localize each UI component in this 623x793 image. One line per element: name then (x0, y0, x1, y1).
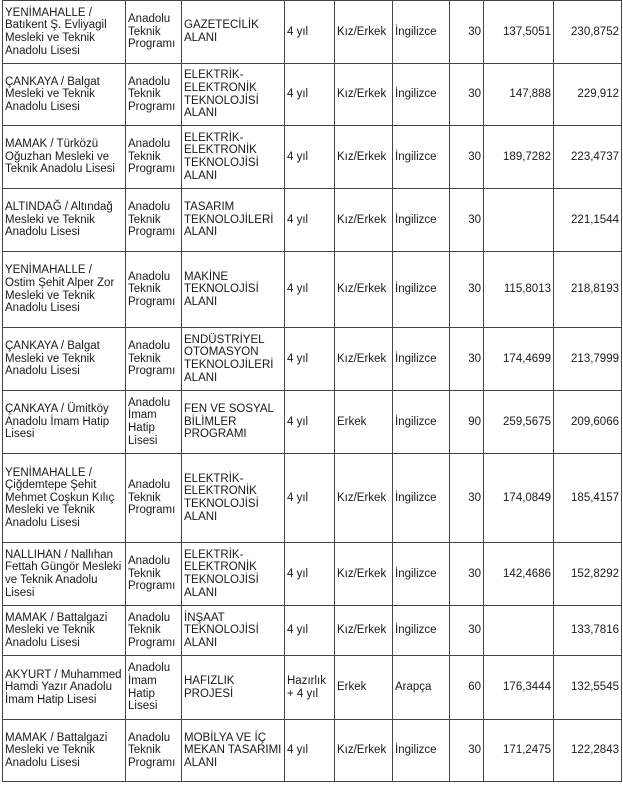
quota-cell: 30 (450, 189, 484, 252)
language-cell: İngilizce (393, 606, 450, 656)
table-row (3, 64, 622, 126)
table-row (3, 454, 622, 543)
school-scores-table (2, 0, 622, 782)
quota-cell: 30 (450, 454, 484, 543)
program-field-cell: ENDÜSTRİYEL OTOMASYON TEKNOLOJİLERİ ALANI (182, 328, 285, 391)
quota-cell: 30 (450, 64, 484, 126)
language-cell: Arapça (393, 656, 450, 720)
gender-cell: Kız/Erkek (335, 64, 393, 126)
score-min-cell (484, 189, 554, 252)
score-max-cell: 229,912 (554, 64, 622, 126)
program-field-cell: FEN VE SOSYAL BİLİMLER PROGRAMI (182, 391, 285, 454)
score-max-cell: 209,6066 (554, 391, 622, 454)
score-max-cell: 230,8752 (554, 1, 622, 64)
program-field-cell: ELEKTRİK-ELEKTRONİK TEKNOLOJİSİ ALANI (182, 543, 285, 606)
program-field-cell: ELEKTRİK-ELEKTRONİK TEKNOLOJİSİ ALANI (182, 126, 285, 189)
school-type-cell: Anadolu İmam Hatip Lisesi (126, 391, 182, 454)
gender-cell: Kız/Erkek (335, 126, 393, 189)
gender-cell: Kız/Erkek (335, 606, 393, 656)
table-row (3, 1, 622, 64)
program-field-cell: TASARIM TEKNOLOJİLERİ ALANI (182, 189, 285, 252)
score-max-cell: 133,7816 (554, 606, 622, 656)
score-min-cell: 137,5051 (484, 1, 554, 64)
score-min-cell: 115,8013 (484, 252, 554, 328)
language-cell: İngilizce (393, 126, 450, 189)
school-type-cell: Anadolu Teknik Programı (126, 189, 182, 252)
score-min-cell: 189,7282 (484, 126, 554, 189)
quota-cell: 90 (450, 391, 484, 454)
table-row (3, 720, 622, 782)
score-min-cell: 171,2475 (484, 720, 554, 782)
score-min-cell: 174,4699 (484, 328, 554, 391)
quota-cell: 30 (450, 1, 484, 64)
duration-cell: 4 yıl (285, 328, 335, 391)
gender-cell: Kız/Erkek (335, 720, 393, 782)
school-name-cell: ÇANKAYA / Balgat Mesleki ve Teknik Anadolu Lisesi (3, 64, 126, 126)
duration-cell: 4 yıl (285, 454, 335, 543)
language-cell: İngilizce (393, 189, 450, 252)
school-type-cell: Anadolu Teknik Programı (126, 328, 182, 391)
gender-cell: Kız/Erkek (335, 189, 393, 252)
score-max-cell: 223,4737 (554, 126, 622, 189)
school-name-cell: MAMAK / Türközü Oğuzhan Mesleki ve Teknik Anadolu Lisesi (3, 126, 126, 189)
language-cell: İngilizce (393, 720, 450, 782)
school-name-cell: ÇANKAYA / Balgat Mesleki ve Teknik Anadolu Lisesi (3, 328, 126, 391)
score-max-cell: 185,4157 (554, 454, 622, 543)
duration-cell: 4 yıl (285, 720, 335, 782)
program-field-cell: İNŞAAT TEKNOLOJİSİ ALANI (182, 606, 285, 656)
table-row (3, 252, 622, 328)
school-type-cell: Anadolu Teknik Programı (126, 252, 182, 328)
school-type-cell: Anadolu Teknik Programı (126, 543, 182, 606)
score-min-cell (484, 606, 554, 656)
table-row (3, 126, 622, 189)
score-max-cell: 132,5545 (554, 656, 622, 720)
quota-cell: 30 (450, 252, 484, 328)
table-row (3, 391, 622, 454)
score-max-cell: 213,7999 (554, 328, 622, 391)
school-type-cell: Anadolu Teknik Programı (126, 1, 182, 64)
gender-cell: Erkek (335, 656, 393, 720)
duration-cell: 4 yıl (285, 1, 335, 64)
table-row (3, 606, 622, 656)
program-field-cell: ELEKTRİK-ELEKTRONİK TEKNOLOJİSİ ALANI (182, 454, 285, 543)
school-name-cell: NALLIHAN / Nallıhan Fettah Güngör Mesleki ve Teknik Anadolu Lisesi (3, 543, 126, 606)
duration-cell: Hazırlık + 4 yıl (285, 656, 335, 720)
gender-cell: Kız/Erkek (335, 1, 393, 64)
duration-cell: 4 yıl (285, 252, 335, 328)
school-name-cell: YENİMAHALLE / Ostim Şehit Alper Zor Mesleki ve Teknik Anadolu Lisesi (3, 252, 126, 328)
score-max-cell: 152,8292 (554, 543, 622, 606)
school-type-cell: Anadolu Teknik Programı (126, 606, 182, 656)
quota-cell: 60 (450, 656, 484, 720)
program-field-cell: HAFIZLIK PROJESİ (182, 656, 285, 720)
gender-cell: Erkek (335, 391, 393, 454)
program-field-cell: MAKİNE TEKNOLOJİSİ ALANI (182, 252, 285, 328)
duration-cell: 4 yıl (285, 606, 335, 656)
gender-cell: Kız/Erkek (335, 543, 393, 606)
program-field-cell: ELEKTRİK-ELEKTRONİK TEKNOLOJİSİ ALANI (182, 64, 285, 126)
program-field-cell: GAZETECİLİK ALANI (182, 1, 285, 64)
gender-cell: Kız/Erkek (335, 252, 393, 328)
table-body (3, 1, 622, 782)
language-cell: İngilizce (393, 391, 450, 454)
score-min-cell: 142,4686 (484, 543, 554, 606)
table-row (3, 328, 622, 391)
language-cell: İngilizce (393, 1, 450, 64)
school-name-cell: AKYURT / Muhammed Hamdi Yazır Anadolu İmam Hatip Lisesi (3, 656, 126, 720)
language-cell: İngilizce (393, 64, 450, 126)
language-cell: İngilizce (393, 328, 450, 391)
score-min-cell: 147,888 (484, 64, 554, 126)
duration-cell: 4 yıl (285, 543, 335, 606)
score-max-cell: 218,8193 (554, 252, 622, 328)
language-cell: İngilizce (393, 454, 450, 543)
gender-cell: Kız/Erkek (335, 328, 393, 391)
school-name-cell: MAMAK / Battalgazi Mesleki ve Teknik Anadolu Lisesi (3, 720, 126, 782)
school-type-cell: Anadolu Teknik Programı (126, 720, 182, 782)
school-name-cell: ALTINDAĞ / Altındağ Mesleki ve Teknik Anadolu Lisesi (3, 189, 126, 252)
score-min-cell: 174,0849 (484, 454, 554, 543)
school-type-cell: Anadolu Teknik Programı (126, 454, 182, 543)
duration-cell: 4 yıl (285, 126, 335, 189)
table-row (3, 189, 622, 252)
table-row (3, 543, 622, 606)
school-name-cell: YENİMAHALLE / Batıkent Ş. Evliyagil Mesleki ve Teknik Anadolu Lisesi (3, 1, 126, 64)
school-type-cell: Anadolu Teknik Programı (126, 64, 182, 126)
duration-cell: 4 yıl (285, 391, 335, 454)
school-name-cell: ÇANKAYA / Ümitköy Anadolu İmam Hatip Lisesi (3, 391, 126, 454)
school-name-cell: YENİMAHALLE / Çiğdemtepe Şehit Mehmet Coşkun Kılıç Mesleki ve Teknik Anadolu Lisesi (3, 454, 126, 543)
duration-cell: 4 yıl (285, 64, 335, 126)
gender-cell: Kız/Erkek (335, 454, 393, 543)
score-max-cell: 221,1544 (554, 189, 622, 252)
language-cell: İngilizce (393, 543, 450, 606)
program-field-cell: MOBİLYA VE İÇ MEKAN TASARIMI ALANI (182, 720, 285, 782)
language-cell: İngilizce (393, 252, 450, 328)
school-type-cell: Anadolu Teknik Programı (126, 126, 182, 189)
quota-cell: 30 (450, 126, 484, 189)
quota-cell: 30 (450, 720, 484, 782)
duration-cell: 4 yıl (285, 189, 335, 252)
quota-cell: 30 (450, 543, 484, 606)
quota-cell: 30 (450, 606, 484, 656)
quota-cell: 30 (450, 328, 484, 391)
score-max-cell: 122,2843 (554, 720, 622, 782)
table-row (3, 656, 622, 720)
school-type-cell: Anadolu İmam Hatip Lisesi (126, 656, 182, 720)
score-min-cell: 176,3444 (484, 656, 554, 720)
score-min-cell: 259,5675 (484, 391, 554, 454)
school-name-cell: MAMAK / Battalgazi Mesleki ve Teknik Anadolu Lisesi (3, 606, 126, 656)
